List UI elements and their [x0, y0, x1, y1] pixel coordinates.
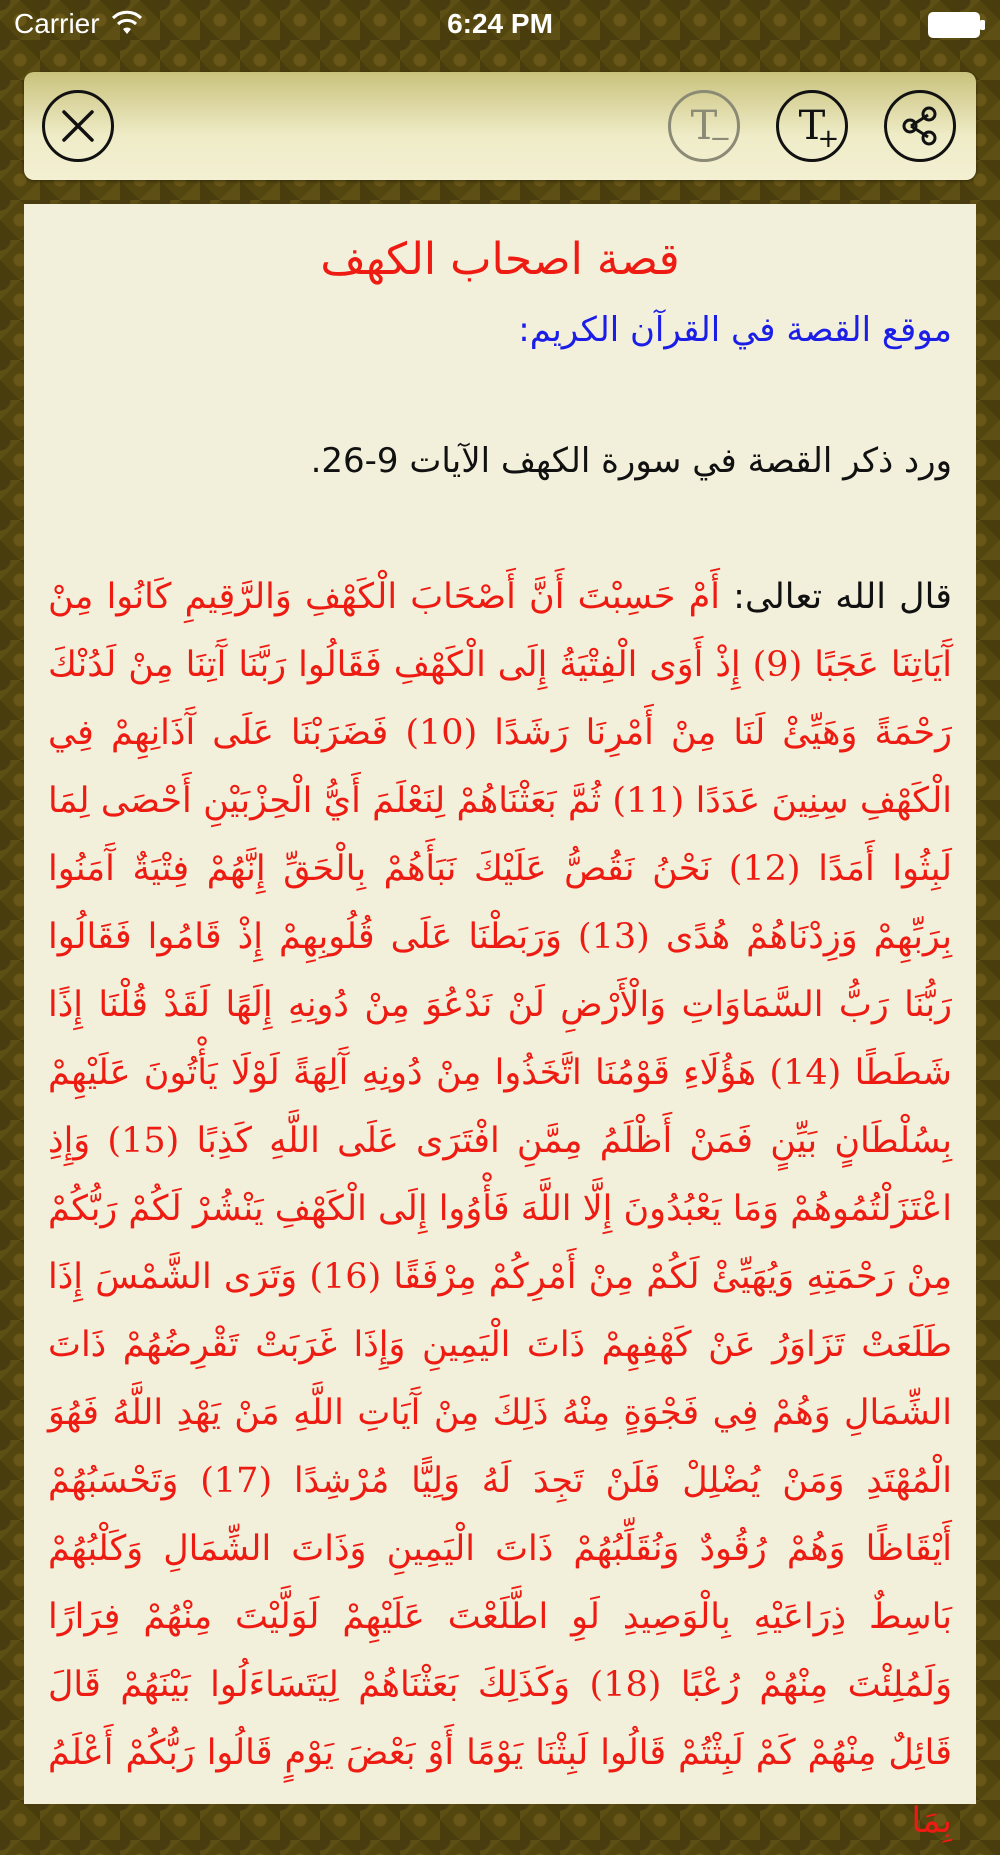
share-button[interactable]: [884, 90, 956, 162]
mention-text: ورد ذكر القصة في سورة الكهف الآيات 9-26.: [310, 441, 952, 482]
quote-intro: قال الله تعالى:: [720, 577, 952, 618]
text-size-increase-icon: T +: [798, 103, 840, 154]
close-button[interactable]: [42, 90, 114, 162]
share-icon: [898, 104, 942, 148]
quran-quote: [48, 563, 952, 1855]
status-bar: [0, 0, 1000, 50]
location-heading: موقع القصة في القرآن الكريم:: [518, 310, 952, 351]
status-time: 6:24 PM: [447, 8, 553, 39]
quote-verses: أَمْ حَسِبْتَ أَنَّ أَصْحَابَ الْكَهْفِ وَالرَّقِيمِ كَانُوا مِنْ آَيَاتِنَا عَجَبًا (9) إِذْ أَوَى الْفِتْيَةُ إِلَى الْكَهْفِ فَقَالُوا رَبَّنَا آَتِنَا مِنْ لَدُنْكَ رَحْمَةً وَهَيِّئْ لَنَا مِنْ أَمْرِنَا رَشَدًا (10) فَضَرَبْنَا عَلَى آَذَانِهِمْ فِي الْكَهْفِ سِنِينَ عَدَدًا (11) ثُمَّ بَعَثْنَاهُمْ لِنَعْلَمَ أَيُّ الْحِزْبَيْنِ أَحْصَى لِمَا لَبِثُوا أَمَدًا (12) نَحْنُ نَقُصُّ عَلَيْكَ نَبَأَهُمْ بِالْحَقِّ إِنَّهُمْ فِتْيَةٌ آَمَنُوا بِرَبِّهِمْ وَزِدْنَاهُمْ هُدًى (13) وَرَبَطْنَا عَلَى قُلُوبِهِمْ إِذْ قَامُوا فَقَالُوا رَبُّنَا رَبُّ السَّمَاوَاتِ وَالْأَرْضِ لَنْ نَدْعُوَ مِنْ دُونِهِ إِلَهًا لَقَدْ قُلْنَا إِذًا شَطَطًا (14) هَؤُلَاءِ قَوْمُنَا اتَّخَذُوا مِنْ دُونِهِ آَلِهَةً لَوْلَا يَأْتُونَ عَلَيْهِمْ بِسُلْطَانٍ بَيِّنٍ فَمَنْ أَظْلَمُ مِمَّنِ افْتَرَى عَلَى اللَّهِ كَذِبًا (15) وَإِذِ اعْتَزَلْتُمُوهُمْ وَمَا يَعْبُدُونَ إِلَّا اللَّهَ فَأْوُوا إِلَى الْكَهْفِ يَنْشُرْ لَكُمْ رَبُّكُمْ مِنْ رَحْمَتِهِ وَيُهَيِّئْ لَكُمْ مِنْ أَمْرِكُمْ مِرْفَقًا (16) وَتَرَى الشَّمْسَ إِذَا طَلَعَتْ تَزَاوَرُ عَنْ كَهْفِهِمْ ذَاتَ الْيَمِينِ وَإِذَا غَرَبَتْ تَقْرِضُهُمْ ذَاتَ الشِّمَالِ وَهُمْ فِي فَجْوَةٍ مِنْهُ ذَلِكَ مِنْ آَيَاتِ اللَّهِ مَنْ يَهْدِ اللَّهُ فَهُوَ الْمُهْتَدِ وَمَنْ يُضْلِلْ فَلَنْ تَجِدَ لَهُ وَلِيًّا مُرْشِدًا (17) وَتَحْسَبُهُمْ أَيْقَاظًا وَهُمْ رُقُودٌ وَنُقَلِّبُهُمْ ذَاتَ الْيَمِينِ وَذَاتَ الشِّمَالِ وَكَلْبُهُمْ بَاسِطٌ ذِرَاعَيْهِ بِالْوَصِيدِ لَوِ اطَّلَعْتَ عَلَيْهِمْ لَوَلَّيْتَ مِنْهُمْ فِرَارًا وَلَمُلِئْتَ مِنْهُمْ رُعْبًا (18) وَكَذَلِكَ بَعَثْنَاهُمْ لِيَتَسَاءَلُوا بَيْنَهُمْ قَالَ قَائِلٌ مِنْهُمْ كَمْ لَبِثْتُمْ قَالُوا لَبِثْنَا يَوْمًا أَوْ بَعْضَ يَوْمٍ قَالُوا رَبُّكُمْ أَعْلَمُ بِمَا: [48, 577, 953, 1842]
toolbar: [24, 72, 976, 180]
text-size-decrease-icon: T −: [690, 103, 732, 154]
decrease-font-button[interactable]: [668, 90, 740, 162]
carrier-label: Carrier: [14, 8, 100, 39]
increase-font-button[interactable]: [776, 90, 848, 162]
story-content: [24, 204, 976, 1842]
close-icon: [56, 104, 100, 148]
page-title: قصة اصحاب الكهف: [320, 234, 680, 285]
battery-icon: [928, 12, 986, 38]
